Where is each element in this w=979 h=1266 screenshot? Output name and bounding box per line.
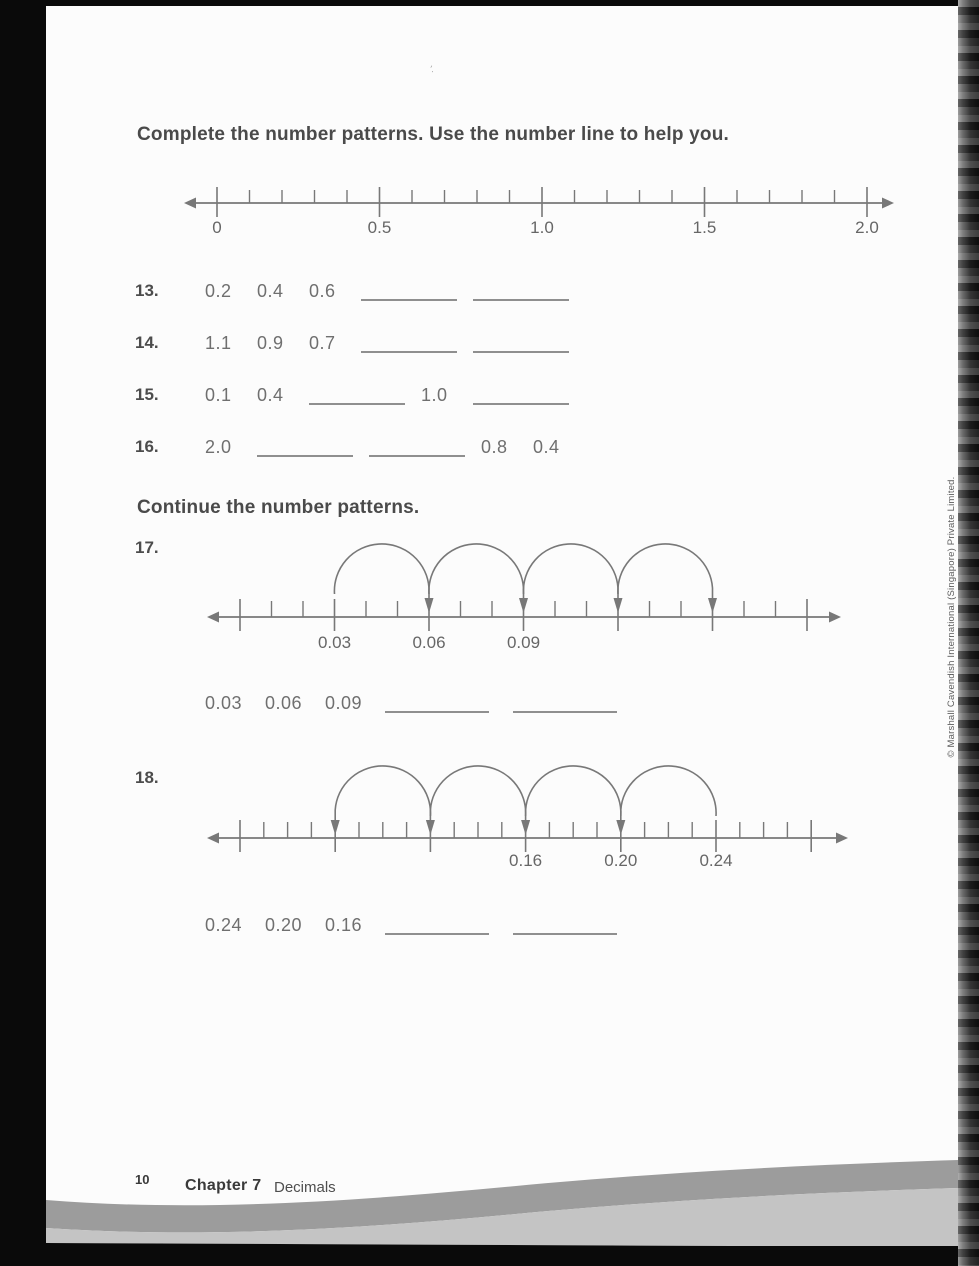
tick-label: 0.24: [699, 851, 733, 870]
sequence-value: 1.1: [205, 333, 232, 353]
jump-arrowhead: [426, 820, 435, 835]
sequence-value: 0.4: [533, 437, 560, 457]
jump-arrowhead: [425, 598, 434, 613]
chapter-title: Decimals: [274, 1179, 336, 1196]
sequence-value: 0.24: [205, 915, 243, 935]
problem-17-number: 17.: [135, 538, 159, 557]
jump-arc: [429, 544, 524, 599]
jump-arrowhead: [521, 820, 530, 835]
sequence-value: 0.2: [205, 281, 232, 301]
jump-arc: [334, 544, 429, 599]
jump-arc: [430, 766, 525, 821]
footer-swoosh-graphic: [46, 1126, 958, 1246]
jump-arc: [618, 544, 713, 599]
sequence-value: 0.7: [309, 333, 336, 353]
section-heading-complete: Complete the number patterns. Use the number line to help you.: [137, 124, 729, 145]
sequence-value: 0.03: [205, 693, 243, 713]
sequence-value: 0.1: [205, 385, 232, 405]
sequence-value: 1.0: [421, 385, 448, 405]
sequence-value: 0.4: [257, 385, 284, 405]
section-heading-continue: Continue the number patterns.: [137, 497, 420, 518]
answer-blank[interactable]: [473, 279, 569, 301]
jump-arc: [621, 766, 716, 821]
jump-arrowhead: [708, 598, 717, 613]
book-page-edge-texture: [958, 0, 979, 1266]
copyright-sidebar: © Marshall Cavendish International (Singapore) Private Limited.: [946, 476, 957, 758]
sequence-value: 0.6: [309, 281, 336, 301]
axis-arrowhead-left: [207, 612, 219, 623]
tick-label: 0.20: [604, 851, 638, 870]
number-line-problem-18: [186, 762, 886, 886]
jump-arc: [526, 766, 621, 821]
jump-arc: [335, 766, 430, 821]
problem-number: 14.: [135, 333, 159, 352]
sequence-value: 0.20: [265, 915, 303, 935]
problem-number: 16.: [135, 437, 159, 456]
problem-row: [135, 382, 585, 406]
answer-blank[interactable]: [473, 331, 569, 353]
problem-17-sequence: [205, 690, 641, 714]
tick-label: 1.5: [692, 218, 717, 237]
problem-18-sequence: [205, 912, 641, 936]
page-number: 10: [135, 1172, 150, 1187]
jump-arrowhead: [614, 598, 623, 613]
axis-arrowhead-left: [207, 833, 219, 844]
workbook-page: [46, 6, 958, 1246]
number-line-0-to-2: [146, 176, 926, 246]
chapter-label: Chapter 7: [185, 1177, 262, 1194]
answer-blank[interactable]: [361, 331, 457, 353]
problem-18-number: 18.: [135, 768, 159, 787]
sequence-value: 0.09: [325, 693, 363, 713]
axis-arrowhead-left: [184, 198, 196, 209]
sequence-value: 0.06: [265, 693, 303, 713]
problem-row: [135, 434, 585, 458]
answer-blank[interactable]: [257, 435, 353, 457]
jump-arrowhead: [616, 820, 625, 835]
problem-number: 13.: [135, 281, 159, 300]
sequence-value: 2.0: [205, 437, 232, 457]
scan-artifact: ′.: [429, 63, 436, 75]
axis-arrowhead-right: [829, 612, 841, 623]
answer-blank[interactable]: [385, 913, 489, 935]
answer-blank[interactable]: [369, 435, 465, 457]
tick-label: 1.0: [530, 218, 554, 237]
answer-blank[interactable]: [513, 913, 617, 935]
answer-blank[interactable]: [513, 691, 617, 713]
number-line-problem-17: [186, 542, 886, 662]
problem-number: 15.: [135, 385, 159, 404]
tick-label: 0: [212, 218, 222, 237]
sequence-value: 0.16: [325, 915, 363, 935]
jump-arc: [523, 544, 618, 599]
answer-blank[interactable]: [473, 383, 569, 405]
axis-arrowhead-right: [882, 198, 894, 209]
tick-label: 0.09: [506, 633, 541, 652]
tick-label: 0.03: [317, 633, 352, 652]
sequence-value: 0.8: [481, 437, 508, 457]
jump-arrowhead: [331, 820, 340, 835]
axis-arrowhead-right: [836, 833, 848, 844]
fill-in-problems: [135, 278, 585, 486]
problem-row: [135, 278, 585, 302]
problem-row: [135, 330, 585, 354]
tick-label: 0.06: [412, 633, 446, 652]
tick-label: 0.16: [509, 851, 543, 870]
answer-blank[interactable]: [361, 279, 457, 301]
sequence-value: 0.9: [257, 333, 284, 353]
answer-blank[interactable]: [309, 383, 405, 405]
sequence-value: 0.4: [257, 281, 284, 301]
answer-blank[interactable]: [385, 691, 489, 713]
jump-arrowhead: [519, 598, 528, 613]
tick-label: 0.5: [367, 218, 392, 237]
tick-label: 2.0: [855, 218, 879, 237]
